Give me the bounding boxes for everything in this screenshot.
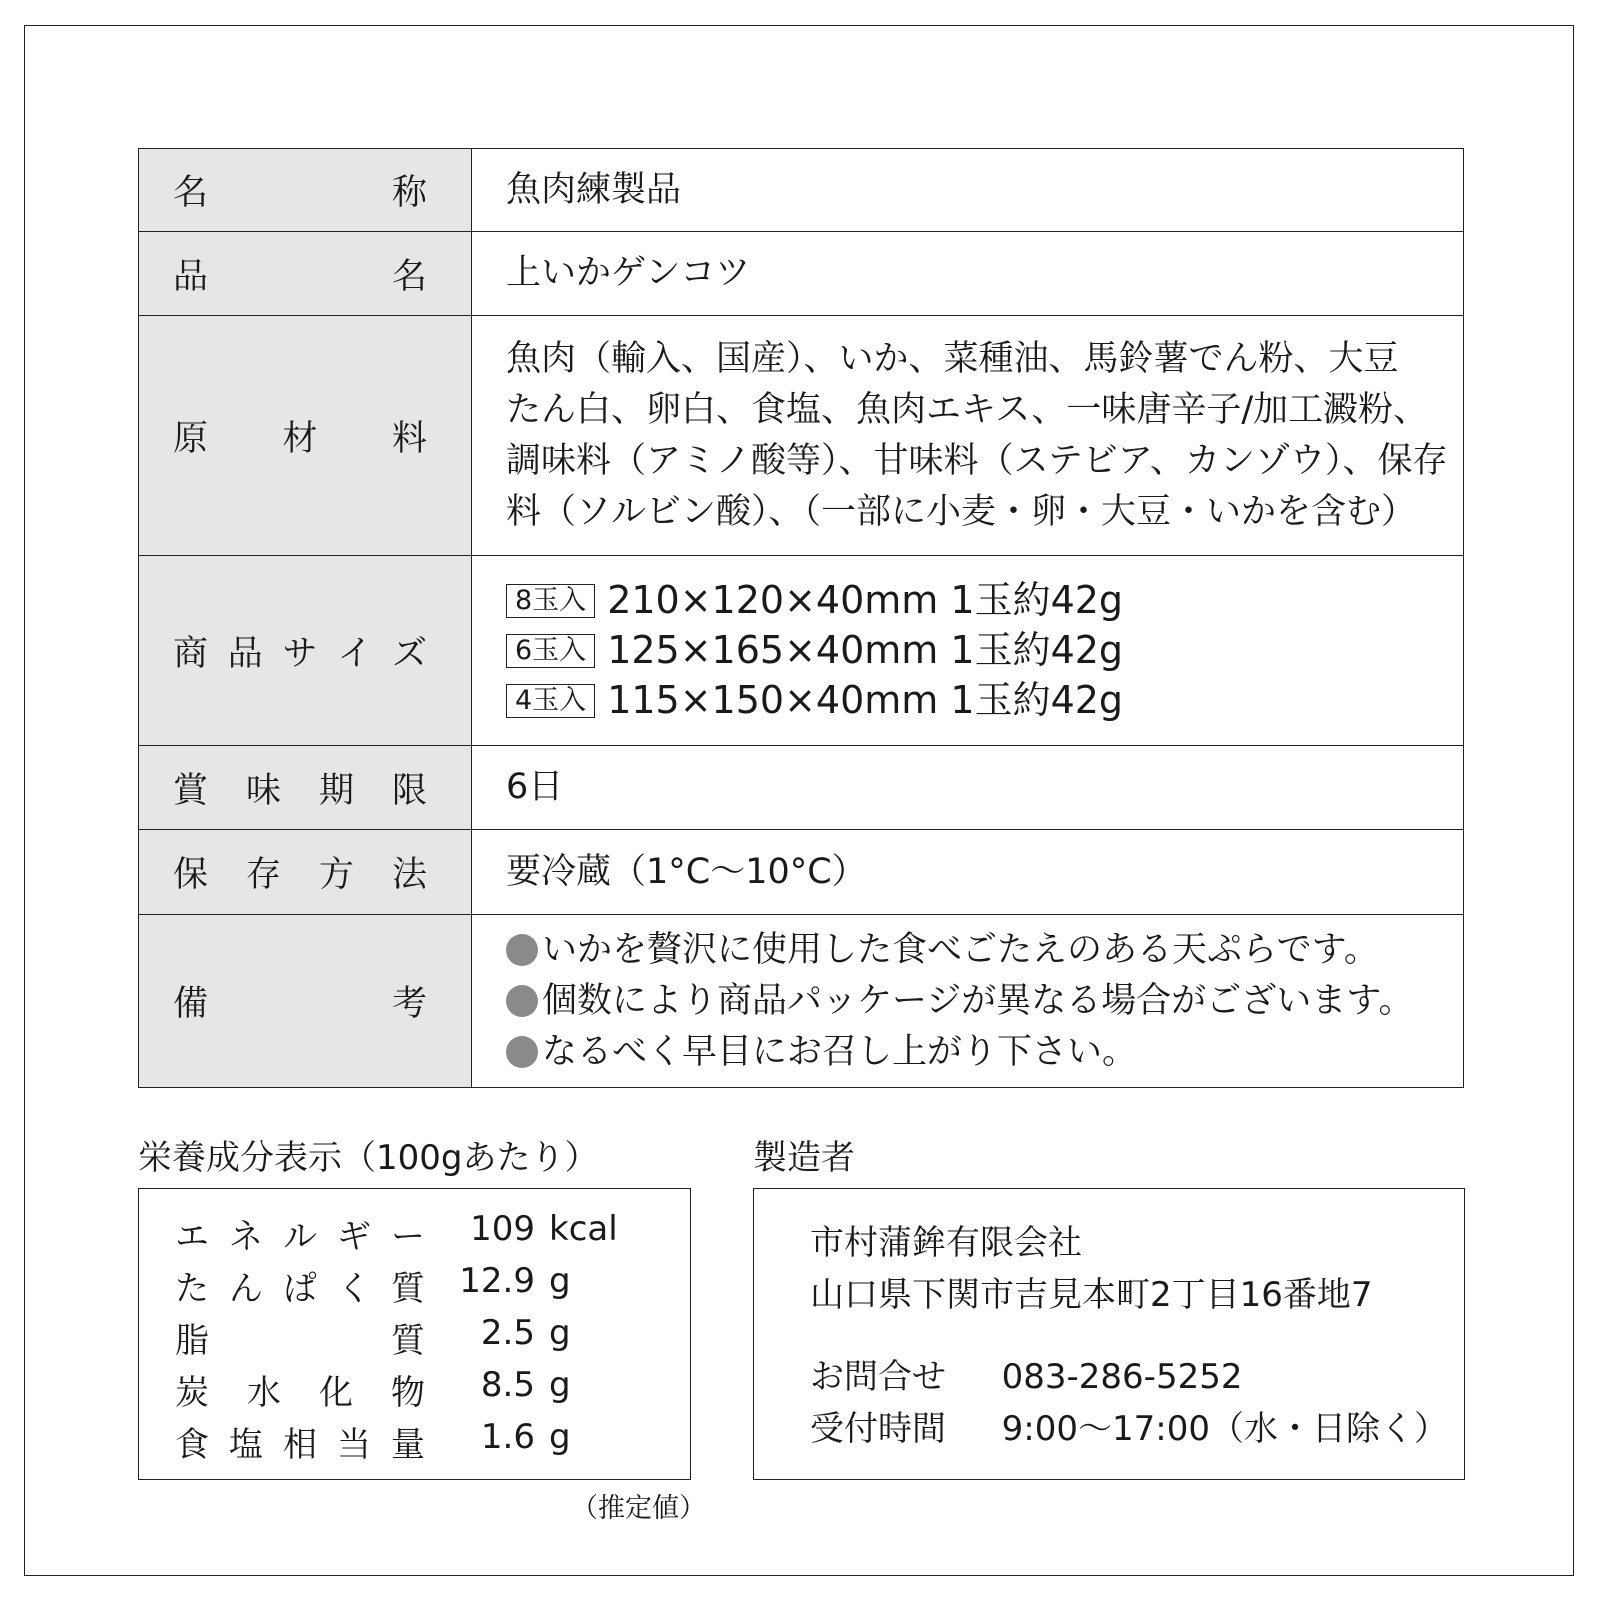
label-char: イ <box>337 633 373 674</box>
nutrition-value: 12.9 <box>459 1261 535 1301</box>
label-cell <box>139 556 472 746</box>
nutrition-value: 1.6 <box>480 1417 535 1457</box>
phone-number: 083-286-5252 <box>1001 1357 1243 1397</box>
size-tag: 8玉入 <box>506 584 595 618</box>
row-ingredients <box>139 316 1464 556</box>
label-char: ズ <box>391 633 427 674</box>
label-char: 期 <box>318 770 354 811</box>
row-product-name <box>139 232 1464 316</box>
bullet-dot-icon <box>506 985 538 1017</box>
label-char: ル <box>283 1217 317 1257</box>
label-char: ん <box>229 1269 263 1309</box>
label-char: 名 <box>173 173 209 213</box>
storage-value: 要冷蔵（1°C～10°C） <box>472 830 1464 915</box>
size-text: 125×165×40mm 1玉約42g <box>607 628 1124 672</box>
label-char: 塩 <box>229 1425 263 1465</box>
label-char: 方 <box>318 855 354 895</box>
label-char: ギ <box>337 1217 371 1257</box>
nutrition-unit: g <box>549 1417 571 1457</box>
row-name <box>139 149 1464 232</box>
label-cell <box>139 746 472 830</box>
ingredients-line: 魚肉（輸入、国産）、いか、菜種油、馬鈴薯でん粉、大豆 <box>506 338 1399 379</box>
nutrition-row <box>175 1417 675 1467</box>
label-char: ネ <box>229 1217 263 1257</box>
nutrition-heading: 栄養成分表示（100gあたり） <box>138 1138 599 1178</box>
label-char: 食 <box>175 1425 209 1465</box>
label-char: 水 <box>247 1373 281 1413</box>
label-char: く <box>337 1269 371 1309</box>
nutrition-row <box>175 1261 675 1311</box>
nutrition-unit: kcal <box>549 1209 618 1249</box>
label-char: 備 <box>173 984 209 1024</box>
label-char: ー <box>391 1217 425 1257</box>
nutrition-value: 2.5 <box>480 1313 535 1353</box>
nutrition-label <box>175 1313 425 1362</box>
company-name: 市村蒲鉾有限会社 <box>810 1223 1082 1263</box>
expiry-value: 6日 <box>472 746 1464 830</box>
label-char: 質 <box>391 1269 425 1309</box>
ingredients-line: たん白、卵白、食塩、魚肉エキス、一味唐辛子/加工澱粉、 <box>506 389 1429 430</box>
label-char: 相 <box>283 1425 317 1465</box>
label-char: 保 <box>173 855 209 895</box>
label-cell <box>139 149 472 232</box>
hours-label: 受付時間 <box>810 1409 946 1449</box>
ingredients-cell <box>472 316 1464 556</box>
label-char: 原 <box>173 418 209 459</box>
contact-line <box>810 1349 1242 1398</box>
remark-text: 個数により商品パッケージが異なる場合がございます。 <box>542 980 1414 1021</box>
label-char: 料 <box>391 418 427 459</box>
label-char: 質 <box>391 1321 425 1361</box>
nutrition-value: 8.5 <box>480 1365 535 1405</box>
label-cell <box>139 232 472 316</box>
label-cell <box>139 316 472 556</box>
label-char: ぱ <box>283 1269 317 1309</box>
bullet-dot-icon <box>506 1036 538 1068</box>
label-char: エ <box>175 1217 209 1257</box>
label-char: 炭 <box>175 1373 209 1413</box>
label-char: 品 <box>227 633 263 674</box>
manufacturer-heading: 製造者 <box>753 1138 855 1178</box>
nutrition-label <box>175 1417 425 1466</box>
contact-label: お問合せ <box>810 1357 946 1397</box>
product-category: 魚肉練製品 <box>472 149 1464 232</box>
size-text: 115×150×40mm 1玉約42g <box>607 678 1124 722</box>
nutrition-unit: g <box>549 1365 571 1405</box>
estimate-note: （推定値） <box>571 1493 706 1524</box>
remark-item <box>506 925 1463 976</box>
business-hours: 9:00～17:00（水・日除く） <box>1001 1409 1448 1449</box>
label-char: 名 <box>391 256 427 297</box>
label-cell <box>139 915 472 1088</box>
nutrition-label <box>175 1365 425 1414</box>
label-char: 存 <box>245 855 281 895</box>
nutrition-row <box>175 1313 675 1363</box>
size-cell <box>472 556 1464 746</box>
label-char: 限 <box>391 770 427 811</box>
size-line <box>506 576 1463 626</box>
nutrition-value: 109 <box>470 1209 535 1249</box>
label-char: 考 <box>391 984 427 1024</box>
size-tag: 4玉入 <box>506 684 595 718</box>
product-name: 上いかゲンコツ <box>472 232 1464 316</box>
label-char: 当 <box>337 1425 371 1465</box>
label-char: 商 <box>173 633 209 674</box>
size-line <box>506 676 1463 726</box>
hours-line <box>810 1401 1448 1450</box>
remarks-cell <box>472 915 1464 1088</box>
remark-item <box>506 1027 1463 1078</box>
row-storage <box>139 830 1464 915</box>
label-char: 品 <box>173 256 209 297</box>
label-char: 材 <box>282 418 318 459</box>
row-expiry <box>139 746 1464 830</box>
label-char: サ <box>282 633 318 674</box>
label-cell <box>139 830 472 915</box>
ingredients-line: 調味料（アミノ酸等）、甘味料（ステビア、カンゾウ）、保存 <box>506 440 1448 481</box>
nutrition-row <box>175 1365 675 1415</box>
remark-item <box>506 976 1463 1027</box>
ingredients-line: 料（ソルビン酸）、（一部に小麦・卵・大豆・いかを含む） <box>506 491 1417 532</box>
label-char: 化 <box>319 1373 353 1413</box>
label-char: た <box>175 1269 209 1309</box>
row-remarks <box>139 915 1464 1088</box>
size-tag: 6玉入 <box>506 634 595 668</box>
spec-table <box>138 148 1464 1088</box>
label-char: 量 <box>391 1425 425 1465</box>
size-text: 210×120×40mm 1玉約42g <box>607 578 1124 622</box>
nutrition-row <box>175 1209 675 1259</box>
label-char: 賞 <box>173 770 209 811</box>
nutrition-unit: g <box>549 1261 571 1301</box>
row-size <box>139 556 1464 746</box>
bullet-dot-icon <box>506 934 538 966</box>
remark-text: なるべく早目にお召し上がり下さい。 <box>542 1031 1138 1072</box>
label-char: 称 <box>391 173 427 213</box>
remark-text: いかを贅沢に使用した食べごたえのある天ぷらです。 <box>542 929 1379 970</box>
size-line <box>506 626 1463 676</box>
label-char: 味 <box>245 770 281 811</box>
nutrition-label <box>175 1261 425 1310</box>
company-address: 山口県下関市吉見本町2丁目16番地7 <box>810 1275 1373 1315</box>
label-char: 物 <box>391 1373 425 1413</box>
nutrition-box <box>138 1188 691 1480</box>
label-char: 脂 <box>175 1321 209 1361</box>
manufacturer-box <box>753 1188 1465 1480</box>
nutrition-unit: g <box>549 1313 571 1353</box>
label-char: 法 <box>391 855 427 895</box>
nutrition-label <box>175 1209 425 1258</box>
